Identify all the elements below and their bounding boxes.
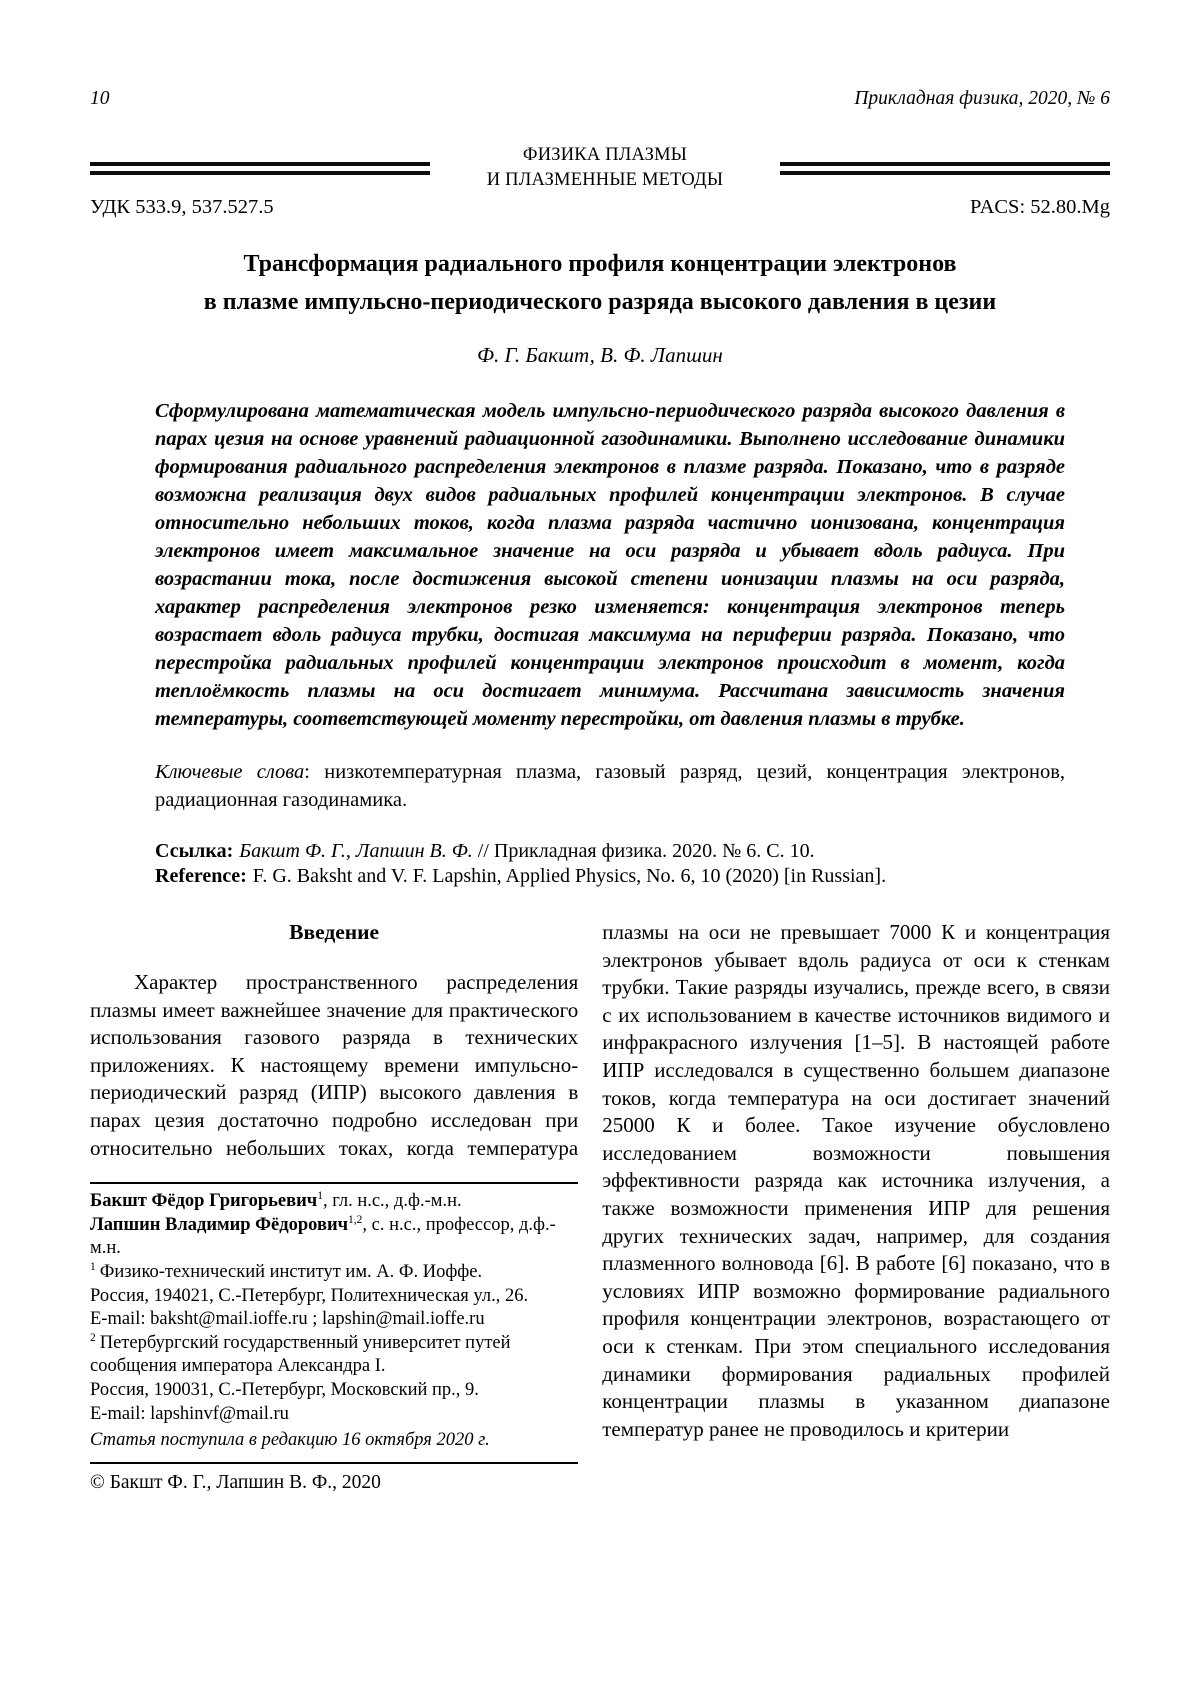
footnote-affiliation1-marker: 1 [90,1260,96,1273]
section-title-line2: И ПЛАЗМЕННЫЕ МЕТОДЫ [486,170,724,190]
footnote-affiliation2 [90,1332,578,1379]
footnote-affiliation2-email: E-mail: lapshinvf@mail.ru [90,1403,289,1424]
left-column [90,919,578,1495]
authors-footnote [90,1182,578,1495]
received-date: Статья поступила в редакцию 16 октября 2020 г. [90,1430,490,1451]
journal-name-issue: Прикладная физика, 2020, № 6 [854,88,1110,109]
double-rule-left [90,162,430,175]
footnote-affiliation2-name: Петербургский государственный университет путей сообщения императора Александра I. [90,1332,511,1377]
footnote-author1-name: Бакшт Фёдор Григорьевич [90,1191,318,1212]
footnote-affiliation2-address: Россия, 190031, С.-Петербург, Московский пр., 9. [90,1379,479,1400]
citation-en [155,864,1065,889]
footnote-author2-name: Лапшин Владимир Фёдорович [90,1214,349,1235]
running-head [90,88,1110,110]
footnote-author2 [90,1214,578,1261]
footnote-rule [90,1182,578,1184]
citation-ru [155,839,1065,864]
classification-codes [90,195,1110,219]
keywords-label: Ключевые слова [155,761,305,783]
citation-block [155,839,1065,889]
citation-en-text: F. G. Baksht and V. F. Lapshin, Applied Physics, No. 6, 10 (2020) [in Russian]. [252,865,887,887]
intro-paragraph-left: Характер пространственного распределения плазмы имеет важнейшее значение для практического использования газового разряда в технических приложениях. К настоящему времени импульсно-периодический разряд (ИПР) высокого давления в парах цезия достаточно подробно исследован при относительно небольших токах, когда температура [90,970,579,1160]
footnote-affiliation1-name: Физико-технический институт им. А. Ф. Иоффе. [99,1261,483,1282]
copyright-rule [90,1462,578,1464]
article-authors: Ф. Г. Бакшт, В. Ф. Лапшин [477,343,723,367]
footnote-author1-marker: 1 [317,1190,323,1202]
section-title-line1: ФИЗИКА ПЛАЗМЫ [522,145,688,165]
right-column [602,919,1110,1495]
abstract-text: Сформулирована математическая модель импульсно-периодического разряда высокого давления в парах цезия на основе уравнений радиационной газодинамики. Выполнено исследование динамики формирования радиального распределения электронов в плазме разряда. Показано, что в разряде возможна реализация двух видов радиальных профилей концентрации электронов. В случае относительно небольших токов, когда плазма разряда частично ионизована, концентрация электронов имеет максимальное значение на оси разряда и убывает вдоль радиуса. При возрастании тока, после достижения высокой степени ионизации плазмы на оси разряда, характер распределения электронов резко изменяется: концентрация электронов теперь возрастает вдоль радиуса трубки, достигая максимума на периферии разряда. Показано, что перестройка радиальных профилей концентрации электронов происходит в момент, когда теплоёмкость плазмы на оси достигает минимума. Рассчитана зависимость значения температуры, соответствующей моменту перестройки, от давления плазмы в трубке. [155,400,1065,730]
footnote-affiliation2-marker: 2 [90,1331,96,1344]
citation-ru-authors: Бакшт Ф. Г., Лапшин В. Ф. [239,840,473,862]
section-banner [90,143,1110,193]
article-title [90,245,1110,321]
double-rule-right [780,162,1110,175]
footnote-affiliation1 [90,1261,578,1285]
copyright-line: © Бакшт Ф. Г., Лапшин В. Ф., 2020 [90,1471,381,1493]
udk-code: УДК 533.9, 537.527.5 [90,196,274,218]
page-number: 10 [90,88,110,109]
keywords-text: : низкотемпературная плазма, газовый разряд, цезий, концентрация электронов, радиационная газодинамика. [155,761,1066,811]
footnote-affiliation1-email: E-mail: baksht@mail.ioffe.ru ; lapshin@mail.ioffe.ru [90,1309,485,1330]
intro-heading: Введение [289,920,380,944]
front-matter [90,397,1110,889]
citation-ru-rest: // Прикладная физика. 2020. № 6. С. 10. [472,840,815,862]
section-title [430,143,780,193]
footnote-author1-info: , гл. н.с., д.ф.-м.н. [322,1191,462,1212]
footnote-author2-marker: 1,2 [348,1213,363,1226]
pacs-code: PACS: 52.80.Mg [970,196,1110,218]
footnote-affiliation1-address: Россия, 194021, С.-Петербург, Политехническая ул., 26. [90,1285,529,1306]
intro-paragraph-right: плазмы на оси не превышает 7000 К и концентрация электронов убывает вдоль радиуса от оси к стенкам трубки. Такие разряды изучались, прежде всего, в связи с их использованием в качестве источников видимого и инфракрасного излучения [1–5]. В настоящей работе ИПР исследовался в существенно большем диапазоне токов, когда температура на оси достигает значений 25000 К и более. Такое изучение обусловлено исследованием возможности повышения эффективности разряда как источника излучения, а также возможности применения ИПР для решения других технических задач, например, для создания плазменного волновода [6]. В работе [6] показано, что в условиях ИПР возможно формирование радиального профиля концентрации электронов, возрастающего от оси к стенкам. При этом специального исследования динамики формирования радиальных профилей концентрации плазмы в указанном диапазоне температур ранее не проводилось и критерии [602,920,1110,1441]
article-title-line2: в плазме импульсно-периодического разряда высокого давления в цезии [203,289,997,315]
keywords [155,759,1065,814]
footnote-author1 [90,1190,578,1214]
two-column-body [90,919,1110,1495]
article-title-line1: Трансформация радиального профиля концентрации электронов [243,251,957,277]
citation-ru-label: Ссылка: [155,840,234,862]
citation-en-label: Reference: [155,865,247,887]
footnote-author2-info: , с. н.с., профессор, д.ф.-м.н. [90,1214,556,1259]
